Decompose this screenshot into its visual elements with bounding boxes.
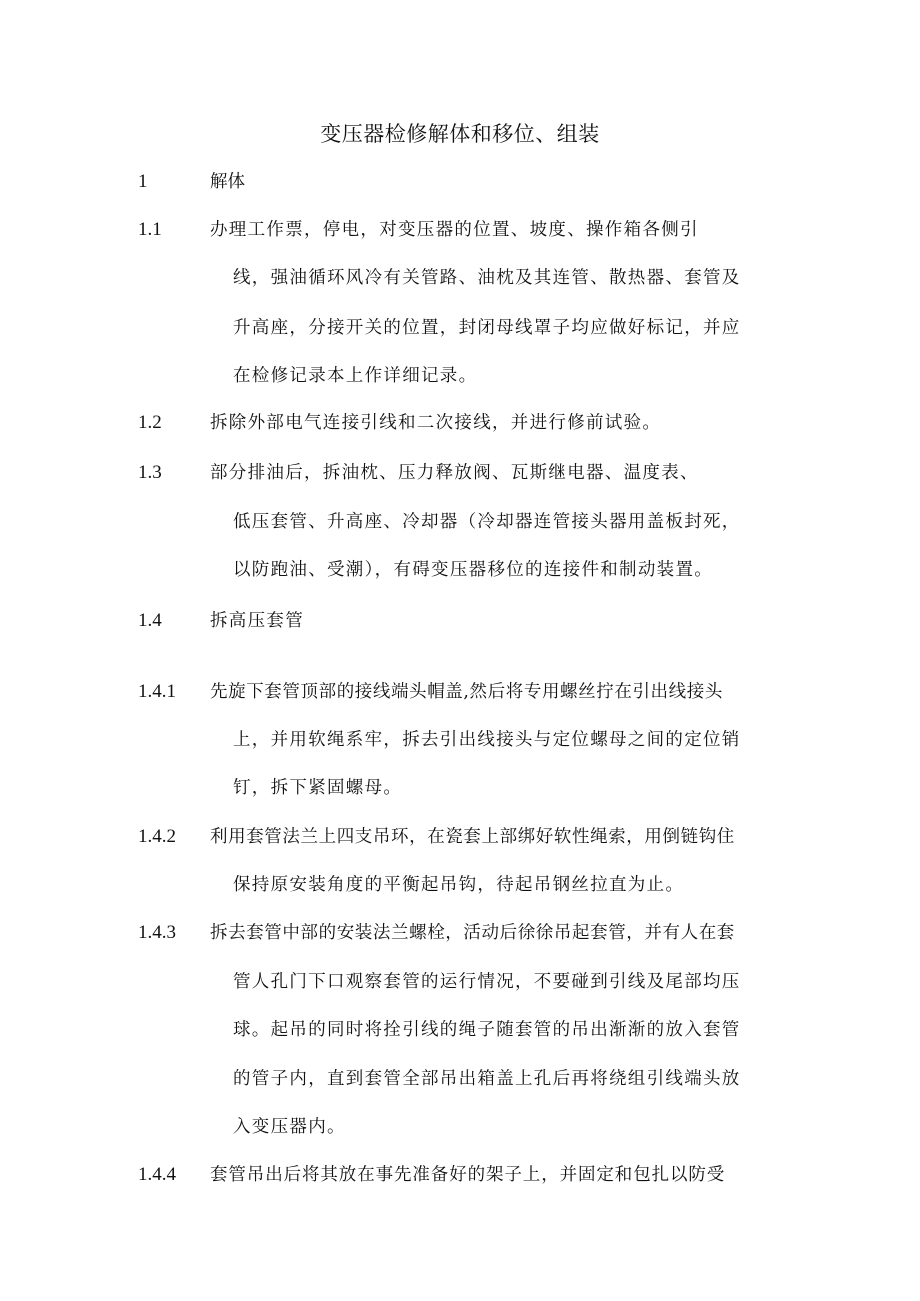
section-number: 1.1: [138, 219, 162, 240]
paragraph-line: 上，并用软绳系牢，拆去引出线接头与定位螺母之间的定位销: [233, 730, 741, 750]
document-title: 变压器检修解体和移位、组装: [320, 122, 600, 146]
paragraph-line: 入变压器内。: [233, 1117, 346, 1137]
paragraph-line: 先旋下套管顶部的接线端头帽盖,然后将专用螺丝拧在引出线接头: [210, 682, 723, 702]
paragraph-line: 部分排油后，拆油枕、压力释放阀、瓦斯继电器、温度表、: [210, 463, 699, 483]
section-number: 1: [138, 171, 148, 192]
section-number: 1.4.4: [138, 1164, 176, 1185]
paragraph-line: 拆去套管中部的安装法兰螺栓，活动后徐徐吊起套管，并有人在套: [210, 923, 735, 943]
section-number: 1.4: [138, 610, 162, 631]
paragraph-line: 管人孔门下口观察套管的运行情况，不要碰到引线及尾部均压: [233, 972, 741, 992]
paragraph-line: 办理工作票，停电，对变压器的位置、坡度、操作箱各侧引: [210, 220, 699, 240]
paragraph-line: 利用套管法兰上四支吊环，在瓷套上部绑好软性绳索，用倒链钩住: [210, 827, 735, 847]
section-number: 1.2: [138, 412, 162, 433]
paragraph-line: 钉，拆下紧固螺母。: [233, 778, 403, 798]
section-number: 1.4.3: [138, 922, 176, 943]
paragraph-line: 的管子内，直到套管全部吊出箱盖上孔后再将绕组引线端头放: [233, 1069, 741, 1089]
paragraph-line: 升高座，分接开关的位置，封闭母线罩子均应做好标记，并应: [233, 318, 741, 338]
section-number: 1.4.2: [138, 826, 176, 847]
section-heading: 拆高压套管: [210, 611, 304, 631]
paragraph-line: 在检修记录本上作详细记录。: [233, 366, 478, 386]
paragraph-line: 保持原安装角度的平衡起吊钩，待起吊钢丝拉直为止。: [233, 875, 685, 895]
paragraph-line: 球。起吊的同时将拴引线的绳子随套管的吊出渐渐的放入套管: [233, 1020, 741, 1040]
section-number: 1.3: [138, 462, 162, 483]
paragraph-line: 套管吊出后将其放在事先准备好的架子上，并固定和包扎以防受: [210, 1165, 726, 1185]
section-heading: 解体: [210, 172, 245, 192]
paragraph-line: 以防跑油、受潮），有碍变压器移位的连接件和制动装置。: [233, 560, 714, 580]
paragraph-line: 拆除外部电气连接引线和二次接线，并进行修前试验。: [210, 413, 662, 433]
paragraph-line: 低压套管、升高座、冷却器（冷却器连管接头器用盖板封死，: [233, 512, 741, 532]
section-number: 1.4.1: [138, 681, 176, 702]
paragraph-line: 线，强油循环风冷有关管路、油枕及其连管、散热器、套管及: [233, 268, 741, 288]
